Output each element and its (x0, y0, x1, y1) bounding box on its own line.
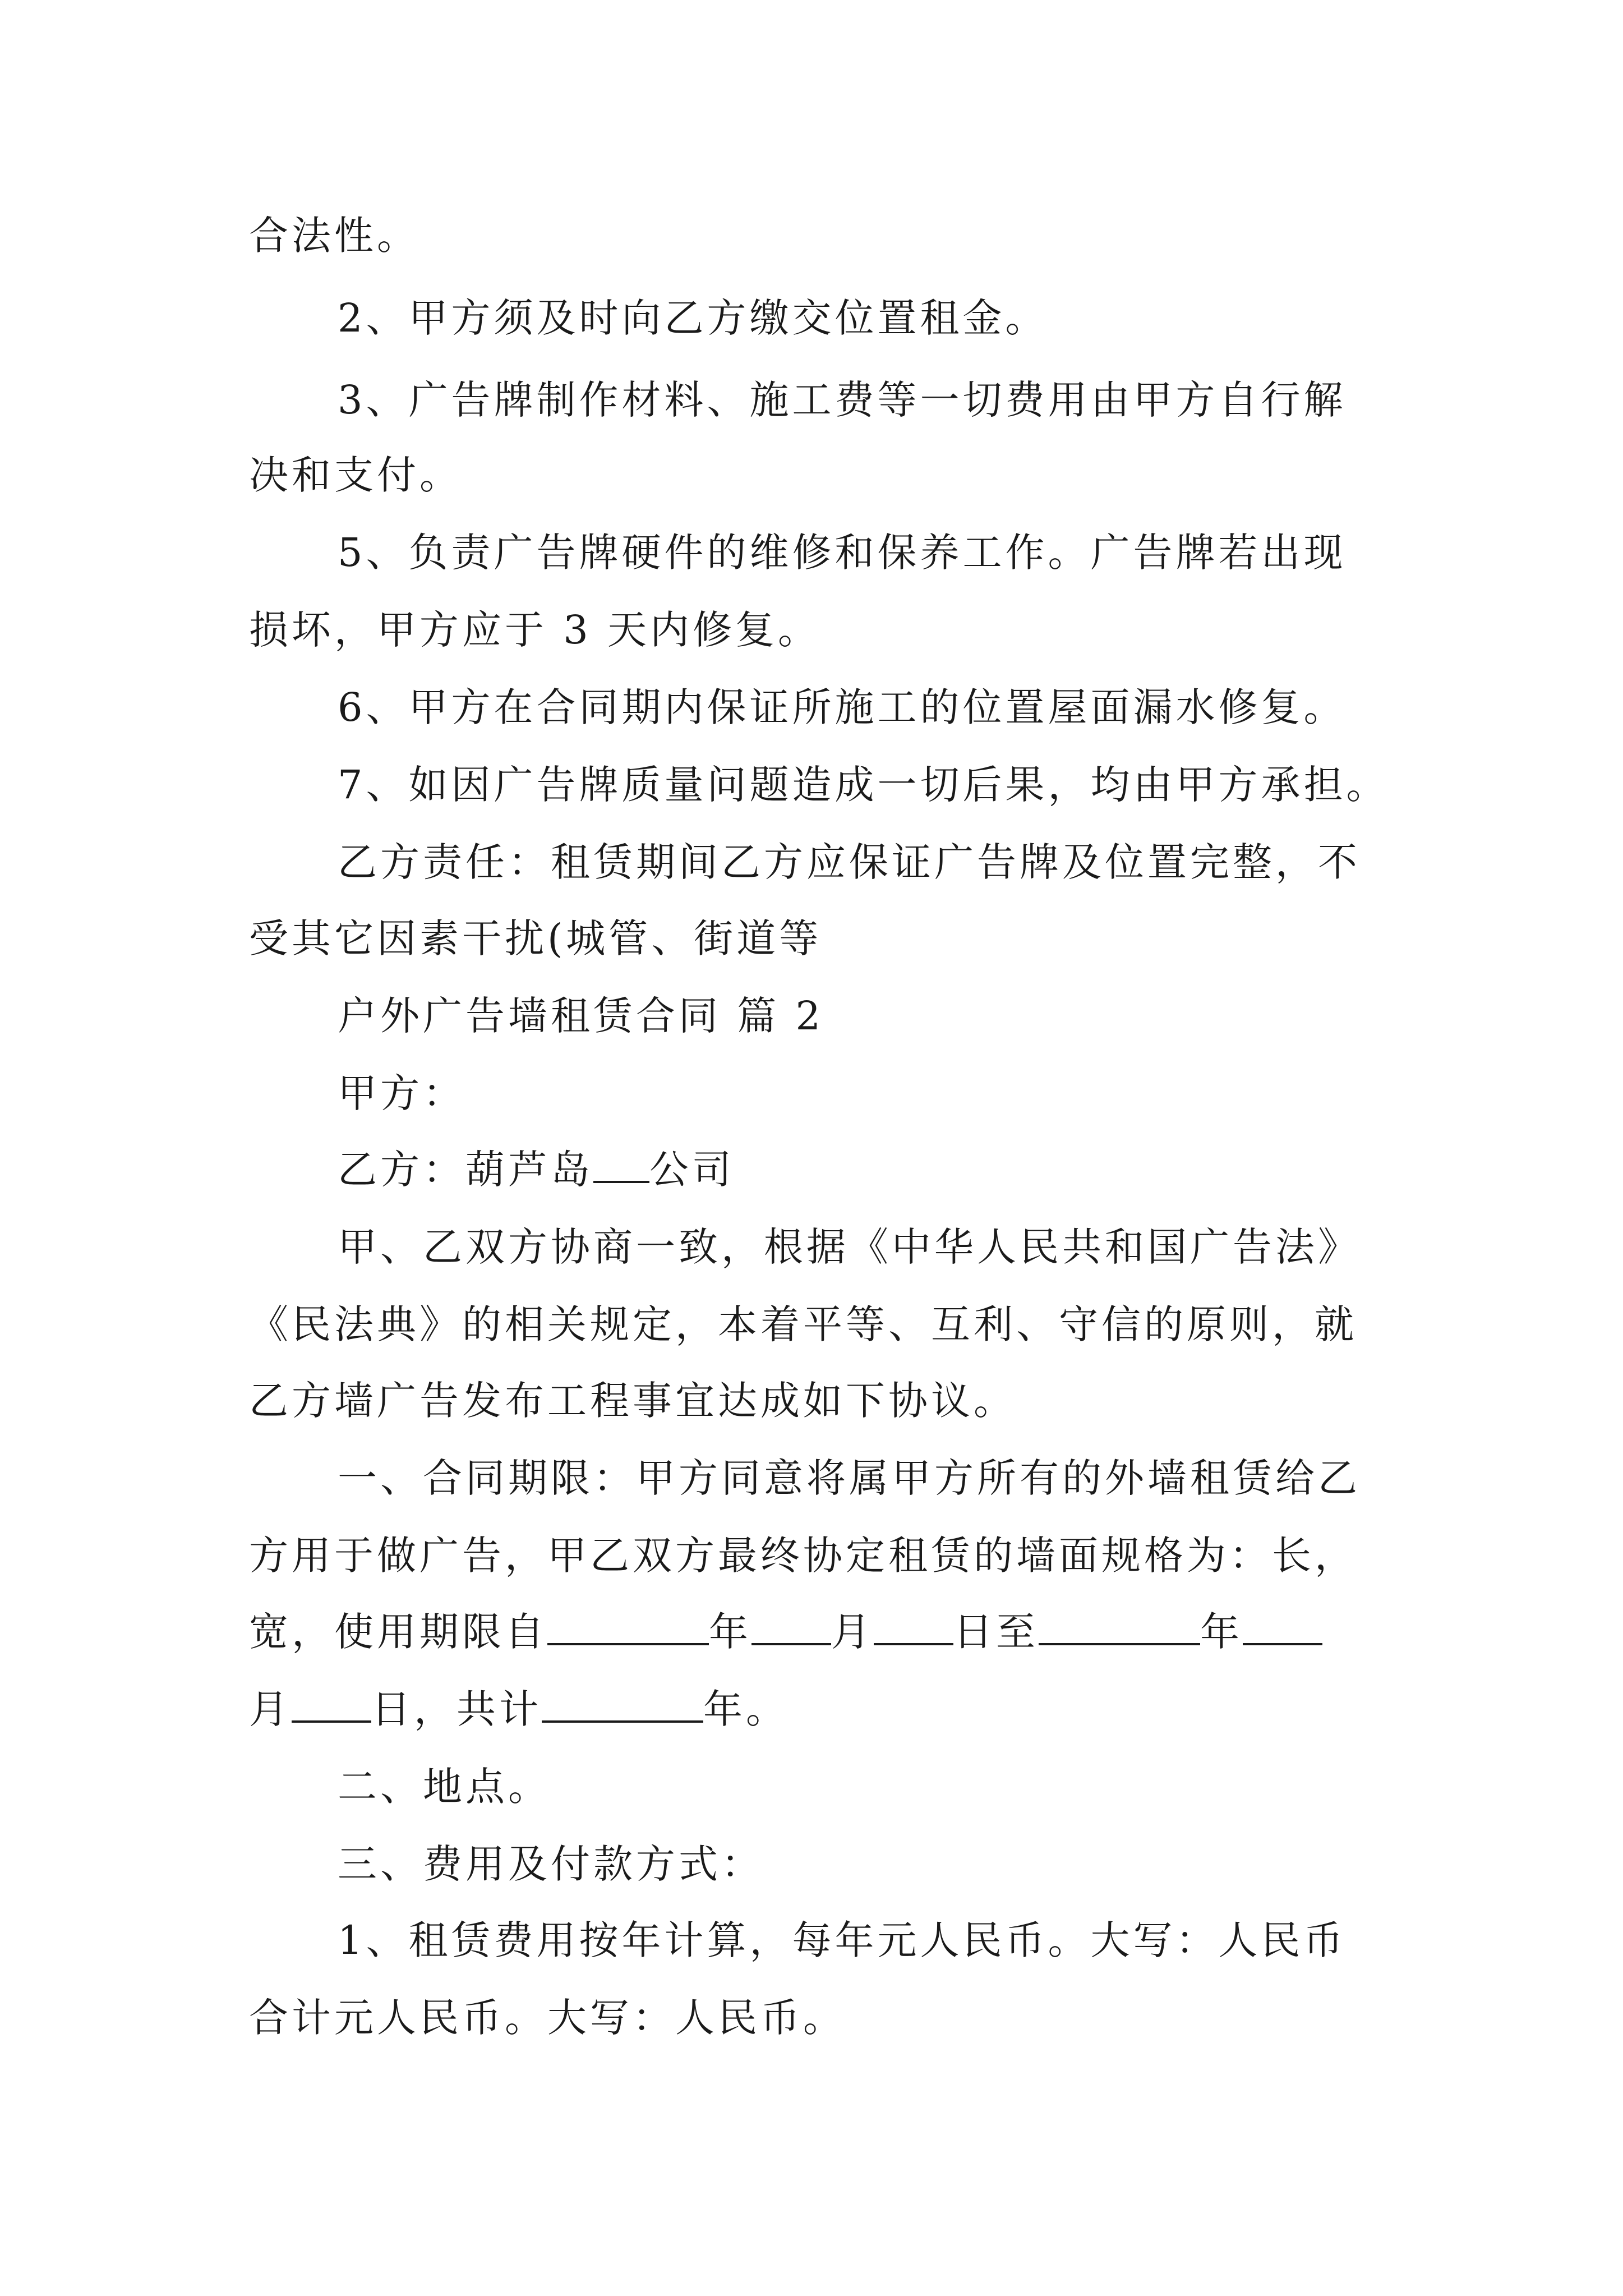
fill-blank (542, 1686, 703, 1723)
term-text: 年 (1200, 1609, 1243, 1655)
term-text: 年 (709, 1609, 751, 1655)
paragraph-line: 乙方责任：租赁期间乙方应保证广告牌及位置完整，不 (338, 839, 1361, 885)
party-b-label: 乙方：葫芦岛 (338, 1147, 593, 1193)
fill-blank (547, 1608, 709, 1645)
fill-blank (874, 1608, 953, 1645)
paragraph-line: 二、地点。 (338, 1764, 551, 1810)
term-text: 宽，使用期限自 (249, 1609, 547, 1655)
fill-blank (593, 1146, 649, 1183)
paragraph-line: 《民法典》的相关规定，本着平等、互利、守信的原则，就 (249, 1301, 1357, 1347)
term-text: 月 (249, 1686, 292, 1732)
term-text: 年。 (703, 1686, 789, 1732)
paragraph-line: 1、租赁费用按年计算，每年元人民币。大写：人民币 (338, 1917, 1347, 1963)
fill-blank (751, 1608, 831, 1645)
party-b-suffix: 公司 (649, 1147, 735, 1193)
paragraph-line: 三、费用及付款方式： (338, 1841, 764, 1887)
paragraph-line: 合法性。 (249, 213, 419, 259)
term-text: 日至 (953, 1609, 1039, 1655)
section-heading: 户外广告墙租赁合同 篇 2 (338, 993, 824, 1039)
term-dates-line (249, 1684, 789, 1734)
paragraph-line: 6、甲方在合同期内保证所施工的位置屋面漏水修复。 (338, 684, 1347, 730)
paragraph-line: 7、如因广告牌质量问题造成一切后果，均由甲方承担。 (338, 762, 1389, 808)
paragraph-line: 一、合同期限：甲方同意将属甲方所有的外墙租赁给乙 (338, 1455, 1361, 1501)
fill-blank (1039, 1608, 1200, 1645)
fill-blank (1243, 1608, 1322, 1645)
term-dates-line (249, 1607, 1322, 1657)
term-text: 日，共计 (371, 1686, 542, 1732)
paragraph-line: 2、甲方须及时向乙方缴交位置租金。 (338, 295, 1048, 341)
paragraph-line: 3、广告牌制作材料、施工费等一切费用由甲方自行解 (338, 377, 1347, 423)
paragraph-line: 合计元人民币。大写：人民币。 (249, 1995, 846, 2041)
paragraph-line: 决和支付。 (249, 452, 462, 498)
paragraph-line: 甲、乙双方协商一致，根据《中华人民共和国广告法》 (338, 1224, 1361, 1270)
paragraph-line: 方用于做广告，甲乙双方最终协定租赁的墙面规格为：长， (249, 1533, 1357, 1579)
party-b-line (338, 1144, 735, 1195)
paragraph-line: 受其它因素干扰(城管、街道等 (249, 915, 822, 961)
party-a-line: 甲方： (338, 1070, 465, 1116)
term-text: 月 (831, 1609, 874, 1655)
fill-blank (292, 1686, 371, 1723)
paragraph-line: 损坏，甲方应于 3 天内修复。 (249, 607, 821, 653)
paragraph-line: 乙方墙广告发布工程事宜达成如下协议。 (249, 1378, 1016, 1424)
paragraph-line: 5、负责广告牌硬件的维修和保养工作。广告牌若出现 (338, 530, 1347, 576)
